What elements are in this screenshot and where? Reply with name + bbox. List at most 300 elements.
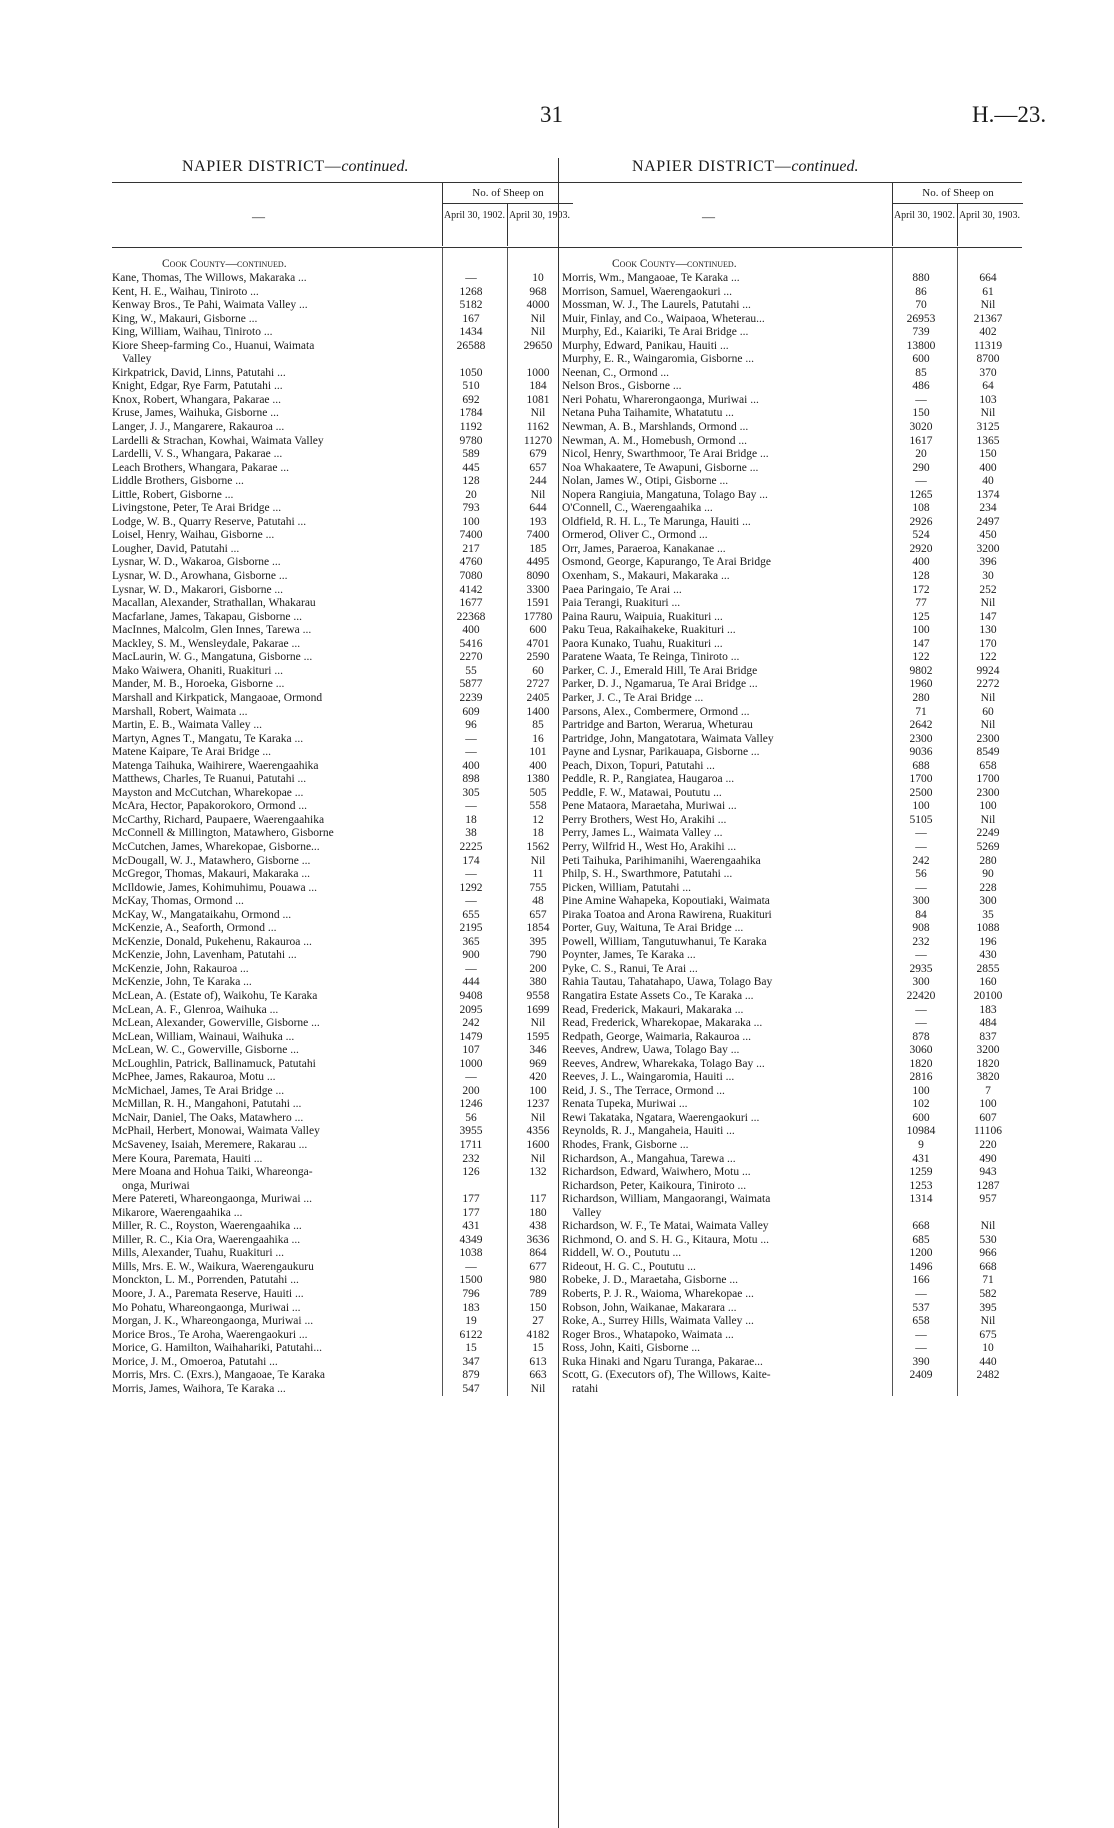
- table-row: [112, 272, 572, 286]
- table-row: [562, 272, 1022, 286]
- sheep-1903: 184: [529, 380, 547, 393]
- sheep-1902: [888, 1207, 954, 1221]
- sheep-1903: 968: [529, 285, 547, 298]
- owner-name: Morice, J. M., Omoeroa, Patutahi ...: [112, 1355, 278, 1368]
- sheep-1902: 1246: [459, 1098, 483, 1111]
- owner-name: Perry, James L., Waimata Valley ...: [562, 827, 723, 840]
- sheep-1902: 300: [912, 895, 930, 908]
- table-row: [562, 787, 1022, 801]
- owner-name: McNair, Daniel, The Oaks, Matawhero ...: [112, 1111, 304, 1124]
- owner-name: Morice, G. Hamilton, Waihahariki, Patutahi...: [112, 1342, 322, 1355]
- table-row: [562, 1085, 1022, 1099]
- sheep-1902: 107: [462, 1044, 480, 1057]
- sheep-1903: 100: [979, 1098, 997, 1111]
- sheep-1903: 11106: [974, 1125, 1002, 1138]
- owner-name: Reeves, Andrew, Uawa, Tolago Bay ...: [562, 1044, 740, 1057]
- table-row: [562, 1071, 1022, 1085]
- owner-name: Parker, D. J., Ngamarua, Te Arai Bridge ...: [562, 678, 758, 691]
- sheep-1902: 290: [912, 461, 930, 474]
- table-row: [562, 1356, 1022, 1370]
- sheep-1902: 688: [912, 759, 930, 772]
- table-row: [562, 1234, 1022, 1248]
- table-row: [562, 489, 1022, 503]
- owner-name: Mere Moana and Hohua Taiki, Whareonga-: [112, 1166, 313, 1179]
- april-1902-header: April 30, 1902.: [442, 204, 506, 246]
- sheep-1902: —: [465, 895, 477, 908]
- sheep-1903: Nil: [980, 1315, 996, 1328]
- table-row: [562, 624, 1022, 638]
- sheep-1903: 1374: [976, 488, 1000, 501]
- table-row: [112, 963, 572, 977]
- sheep-1903: 8700: [976, 353, 1000, 366]
- sheep-1903: 7: [985, 1084, 991, 1097]
- sheep-1903: 4182: [526, 1328, 550, 1341]
- owner-name: McLean, A. (Estate of), Waikohu, Te Karaka: [112, 989, 318, 1002]
- table-row: [562, 570, 1022, 584]
- owner-name: McCarthy, Richard, Paupaere, Waerengaahika: [112, 813, 325, 826]
- owner-name: Neenan, C., Ormond ...: [562, 366, 669, 379]
- sheep-1902: 166: [912, 1274, 930, 1287]
- sheep-1903: Nil: [980, 407, 996, 420]
- table-row: [112, 1166, 572, 1180]
- table-row: [112, 1302, 572, 1316]
- column-rule: [442, 248, 443, 1396]
- owner-name: McPhee, James, Rakauroa, Motu ...: [112, 1071, 276, 1084]
- owner-name: Mills, Mrs. E. W., Waikura, Waerengaukuru: [112, 1260, 314, 1273]
- sheep-1903: Nil: [980, 813, 996, 826]
- owner-name: Langer, J. J., Mangarere, Rakauroa ...: [112, 421, 285, 434]
- right-column-title: NAPIER DISTRICT—continued.: [632, 158, 859, 175]
- sheep-1902: 9408: [459, 989, 483, 1002]
- owner-name: Mo Pohatu, Whareongaonga, Muriwai ...: [112, 1301, 301, 1314]
- table-row: [112, 286, 572, 300]
- owner-name: Martin, E. B., Waimata Valley ...: [112, 719, 263, 732]
- sheep-1903: 60: [982, 705, 994, 718]
- owner-name: Martyn, Agnes T., Mangatu, Te Karaka ...: [112, 732, 304, 745]
- april-1903-header: April 30, 1903.: [957, 204, 1021, 246]
- owner-name: Newman, A. B., Marshlands, Ormond ...: [562, 421, 749, 434]
- owner-name: Mayston and McCutchan, Wharekopae ...: [112, 786, 304, 799]
- table-row: [112, 719, 572, 733]
- table-row: [112, 1261, 572, 1275]
- owner-name: Redpath, George, Waimaria, Rakauroa ...: [562, 1030, 751, 1043]
- sheep-1902: 100: [912, 624, 930, 637]
- sheep-1902: —: [915, 881, 927, 894]
- owner-name: Netana Puha Taihamite, Whatatutu ...: [562, 407, 734, 420]
- table-row: [562, 1125, 1022, 1139]
- sheep-1903: 61: [982, 285, 994, 298]
- owner-name: Morris, James, Waihora, Te Karaka ...: [112, 1382, 286, 1395]
- sheep-1902: 174: [462, 854, 480, 867]
- table-row: [112, 367, 572, 381]
- owner-name: Macallan, Alexander, Strathallan, Whakarau: [112, 597, 316, 610]
- sheep-1902: 1434: [459, 326, 483, 339]
- sheep-1902: 2935: [909, 962, 933, 975]
- sheep-1903: 3200: [976, 1044, 1000, 1057]
- sheep-1903: 837: [979, 1030, 997, 1043]
- owner-name: McConnell & Millington, Matawhero, Gisborne: [112, 827, 334, 840]
- sheep-1903: 180: [529, 1206, 547, 1219]
- sheep-1902: —: [465, 868, 477, 881]
- sheep-1902: —: [915, 1342, 927, 1355]
- sheep-1903: 657: [529, 461, 547, 474]
- owner-name: Riddell, W. O., Poututu ...: [562, 1247, 682, 1260]
- sheep-1902: 22368: [456, 610, 486, 623]
- sheep-1903: 4000: [526, 299, 550, 312]
- table-row: [112, 1071, 572, 1085]
- sheep-1902: 126: [462, 1166, 480, 1179]
- owner-name: Reeves, Andrew, Wharekaka, Tolago Bay ...: [562, 1057, 765, 1070]
- owner-name: Noa Whakaatere, Te Awapuni, Gisborne ...: [562, 461, 759, 474]
- table-row: [562, 584, 1022, 598]
- sheep-1903: Nil: [980, 597, 996, 610]
- sheep-1903: 966: [979, 1247, 997, 1260]
- owner-name: Orr, James, Paraeroa, Kanakanae ...: [562, 542, 726, 555]
- sheep-1903: 430: [979, 949, 997, 962]
- sheep-1902: 796: [462, 1288, 480, 1301]
- sheep-1902: 128: [912, 570, 930, 583]
- sheep-1903: 220: [979, 1139, 997, 1151]
- table-row: [562, 841, 1022, 855]
- sheep-1903: 10: [982, 1342, 994, 1355]
- table-row: [562, 380, 1022, 394]
- owner-name: Read, Frederick, Makauri, Makaraka ...: [562, 1003, 744, 1016]
- table-row: [112, 1207, 572, 1221]
- right-table-body: [562, 248, 1022, 1396]
- sheep-1902: 1200: [909, 1247, 933, 1260]
- sheep-1902: 177: [462, 1206, 480, 1219]
- sheep-1903: Nil: [980, 691, 996, 704]
- sheep-1902: 102: [912, 1098, 930, 1111]
- sheep-1902: 445: [462, 461, 480, 474]
- sheep-1902: 2225: [459, 840, 483, 853]
- table-row: [112, 543, 572, 557]
- left-rows: [112, 272, 572, 1396]
- owner-name: Little, Robert, Gisborne ...: [112, 488, 234, 501]
- table-row: [112, 665, 572, 679]
- sheep-1902: 7400: [459, 529, 483, 542]
- sheep-1902: 3060: [909, 1044, 933, 1057]
- sheep-1903: 20100: [973, 989, 1003, 1002]
- sheep-1902: 9802: [909, 664, 933, 677]
- sheep-1902: 880: [912, 272, 930, 284]
- sheep-1903: 2482: [976, 1369, 1000, 1382]
- sheep-1902: 547: [462, 1382, 480, 1395]
- sheep-1903: 2272: [976, 678, 1000, 691]
- sheep-1902: —: [465, 1071, 477, 1084]
- sheep-1902: 100: [912, 800, 930, 813]
- sheep-1902: 5416: [459, 637, 483, 650]
- sheep-1903: Nil: [530, 1382, 546, 1395]
- sheep-1902: 1292: [459, 881, 483, 894]
- owner-name: Morris, Mrs. C. (Exrs.), Mangaoae, Te Karaka: [112, 1369, 325, 1382]
- sheep-1903: 1365: [976, 434, 1000, 447]
- owner-name: Rideout, H. G. C., Poututu ...: [562, 1260, 696, 1273]
- owner-name: McLean, W. C., Gowerville, Gisborne ...: [112, 1044, 299, 1057]
- sheep-1902: 589: [462, 448, 480, 461]
- table-row: [112, 1234, 572, 1248]
- table-row: [562, 407, 1022, 421]
- owner-name: Osmond, George, Kapurango, Te Arai Bridge: [562, 556, 771, 569]
- owner-name: McMichael, James, Te Arai Bridge ...: [112, 1084, 285, 1097]
- owner-name: Poynter, James, Te Karaka ...: [562, 949, 696, 962]
- sheep-1902: 390: [912, 1355, 930, 1368]
- table-row: [112, 1004, 572, 1018]
- table-row: [112, 868, 572, 882]
- sheep-1903: 2590: [526, 651, 550, 664]
- sheep-1903: Nil: [530, 326, 546, 339]
- sheep-1903: 117: [529, 1193, 547, 1206]
- table-row: [562, 706, 1022, 720]
- sheep-1902: 2095: [459, 1003, 483, 1016]
- sheep-1902: [438, 1180, 504, 1194]
- county-heading: Cook County—continued.: [162, 258, 287, 270]
- table-row: [562, 760, 1022, 774]
- table-row: [562, 909, 1022, 923]
- owner-name: King, W., Makauri, Gisborne ...: [112, 312, 258, 325]
- sheep-1903: 27: [532, 1315, 544, 1328]
- sheep-1903: 100: [529, 1084, 547, 1097]
- owner-name: Lardelli & Strachan, Kowhai, Waimata Valley: [112, 434, 324, 447]
- sheep-1903: 790: [529, 949, 547, 962]
- sheep-1903: Nil: [980, 1220, 996, 1233]
- owner-name: Kiore Sheep-farming Co., Huanui, Waimata: [112, 339, 315, 352]
- sheep-1902: 122: [912, 651, 930, 664]
- sheep-1903: 1699: [526, 1003, 550, 1016]
- table-row: [112, 584, 572, 598]
- sheep-1902: 1265: [909, 488, 933, 501]
- left-column: [112, 158, 572, 1396]
- owner-name: Liddle Brothers, Gisborne ...: [112, 475, 244, 488]
- sheep-1902: 486: [912, 380, 930, 393]
- owner-name: Powell, William, Tangutuwhanui, Te Karaka: [562, 935, 767, 948]
- table-row: [112, 489, 572, 503]
- sheep-1903: 380: [529, 976, 547, 989]
- sheep-1902: 85: [915, 366, 927, 379]
- owner-name: Lysnar, W. D., Wakaroa, Gisborne ...: [112, 556, 281, 569]
- owner-name: Neri Pohatu, Wharerongaonga, Muriwai ...: [562, 393, 759, 406]
- sheep-1902: 5182: [459, 299, 483, 312]
- owner-name: Matene Kaipare, Te Arai Bridge ...: [112, 746, 271, 759]
- owner-name: Kruse, James, Waihuka, Gisborne ...: [112, 407, 279, 420]
- sheep-1902: 6122: [459, 1328, 483, 1341]
- sheep-1902: 10984: [906, 1125, 936, 1138]
- owner-name: Reynolds, R. J., Mangaheia, Hauiti ...: [562, 1125, 735, 1138]
- table-row: [112, 556, 572, 570]
- owner-name: Roke, A., Surrey Hills, Waimata Valley ...: [562, 1315, 754, 1328]
- sheep-1903: 3820: [976, 1071, 1000, 1084]
- owner-name: Moore, J. A., Paremata Reserve, Hauiti ...: [112, 1288, 304, 1301]
- sheep-1903: 400: [979, 461, 997, 474]
- table-row: [562, 516, 1022, 530]
- sheep-1903: 943: [979, 1166, 997, 1179]
- sheep-1902: [888, 1383, 954, 1397]
- table-row: [112, 909, 572, 923]
- sheep-1902: 19: [465, 1315, 477, 1328]
- owner-name: Valley: [572, 1206, 602, 1219]
- owner-name: Miller, R. C., Royston, Waerengaahika ...: [112, 1220, 302, 1233]
- sheep-1903: 600: [529, 624, 547, 637]
- sheep-1902: 1500: [459, 1274, 483, 1287]
- table-row: [112, 922, 572, 936]
- table-row: [562, 692, 1022, 706]
- sheep-1903: 490: [979, 1152, 997, 1165]
- sheep-1902: 510: [462, 380, 480, 393]
- owner-name: McKenzie, A., Seaforth, Ormond ...: [112, 922, 277, 935]
- owner-name: Picken, William, Patutahi ...: [562, 881, 692, 894]
- sheep-1902: 13800: [906, 339, 936, 352]
- sheep-1903: 505: [529, 786, 547, 799]
- sheep-1903: 1237: [526, 1098, 550, 1111]
- sheep-1903: 103: [979, 393, 997, 406]
- sheep-1902: 1259: [909, 1166, 933, 1179]
- sheep-1902: 77: [915, 597, 927, 610]
- sheep-1903: 658: [979, 759, 997, 772]
- sheep-1902: 55: [465, 664, 477, 677]
- owner-name: Partridge, John, Mangatotara, Waimata Valley: [562, 732, 774, 745]
- sheep-1902: 200: [462, 1084, 480, 1097]
- owner-name: King, William, Waihau, Tiniroto ...: [112, 326, 273, 339]
- table-row: [562, 502, 1022, 516]
- sheep-1903: 1000: [526, 366, 550, 379]
- table-row: [562, 1329, 1022, 1343]
- table-row: [112, 1139, 572, 1153]
- table-row: [562, 665, 1022, 679]
- sheep-1902: 2300: [909, 732, 933, 745]
- sheep-1902: 172: [912, 583, 930, 596]
- sheep-1903: 396: [979, 556, 997, 569]
- sheep-1903: 11: [532, 868, 544, 881]
- sheep-1902: 100: [462, 515, 480, 528]
- table-row: [562, 1220, 1022, 1234]
- sheep-1902: —: [465, 746, 477, 759]
- sheep-1903: Nil: [530, 1017, 546, 1030]
- sheep-1902: 280: [912, 691, 930, 704]
- owner-name: Marshall, Robert, Waimata ...: [112, 705, 248, 718]
- table-row: [112, 462, 572, 476]
- sheep-1902: 898: [462, 773, 480, 786]
- owner-name: MacLaurin, W. G., Mangatuna, Gisborne ...: [112, 651, 313, 664]
- table-row: [562, 976, 1022, 990]
- table-row: [562, 367, 1022, 381]
- table-row: [562, 529, 1022, 543]
- owner-name: Kenway Bros., Te Pahi, Waimata Valley ...: [112, 299, 308, 312]
- owner-name: Pyke, C. S., Ranui, Te Arai ...: [562, 962, 698, 975]
- sheep-1902: 1038: [459, 1247, 483, 1260]
- sheep-1902: 128: [462, 475, 480, 488]
- sheep-1902: 56: [915, 868, 927, 881]
- owner-name: Roberts, P. J. R., Waioma, Wharekopae ...: [562, 1288, 754, 1301]
- sheep-1903: 64: [982, 380, 994, 393]
- column-rule: [957, 248, 958, 1396]
- table-row: [562, 597, 1022, 611]
- table-row: [112, 1098, 572, 1112]
- owner-name: Paora Kunako, Tuahu, Ruakituri ...: [562, 637, 723, 650]
- sheep-1903: 3636: [526, 1233, 550, 1246]
- owner-name: Scott, G. (Executors of), The Willows, Kaite-: [562, 1369, 771, 1382]
- sheep-1902: —: [465, 732, 477, 745]
- owner-name: MacInnes, Malcolm, Glen Innes, Tarewa ...: [112, 624, 312, 637]
- table-row: [562, 1139, 1022, 1153]
- sheep-1903: 1162: [526, 421, 550, 434]
- table-row: [112, 611, 572, 625]
- sheep-1903: 1595: [526, 1030, 550, 1043]
- owner-name: Reid, J. S., The Terrace, Ormond ...: [562, 1084, 725, 1097]
- table-row: [562, 949, 1022, 963]
- sheep-1903: 1380: [526, 773, 550, 786]
- table-row: [112, 1356, 572, 1370]
- sheep-1903: 2405: [526, 691, 550, 704]
- table-row: [112, 746, 572, 760]
- name-column-header: —: [702, 209, 715, 224]
- sheep-1903: 4356: [526, 1125, 550, 1138]
- owner-name: Perry Brothers, West Ho, Arakihi ...: [562, 813, 727, 826]
- owner-name: Paku Teua, Rakaihakeke, Ruakituri ...: [562, 624, 736, 637]
- sheep-1903: 395: [529, 935, 547, 948]
- table-row: [112, 326, 572, 340]
- table-row: [562, 638, 1022, 652]
- table-row: [112, 1017, 572, 1031]
- owner-name: Perry, Wilfrid H., West Ho, Arakihi ...: [562, 840, 737, 853]
- table-row: [112, 570, 572, 584]
- sheep-1903: 2727: [526, 678, 550, 691]
- column-rule: [892, 248, 893, 1396]
- sheep-1902: 1479: [459, 1030, 483, 1043]
- sheep-1902: —: [465, 800, 477, 813]
- sheep-1903: Nil: [530, 407, 546, 420]
- sheep-1902: 232: [462, 1152, 480, 1165]
- owner-name: McMillan, R. H., Mangahoni, Patutahi ...: [112, 1098, 302, 1111]
- owner-name: Miller, R. C., Kia Ora, Waerengaahika ...: [112, 1233, 301, 1246]
- sheep-1902: 3955: [459, 1125, 483, 1138]
- table-row: [112, 624, 572, 638]
- owner-name: Morris, Wm., Mangaoae, Te Karaka ...: [562, 272, 740, 284]
- owner-name: McLean, A. F., Glenroa, Waihuka ...: [112, 1003, 279, 1016]
- sheep-1902: 537: [912, 1301, 930, 1314]
- table-row: [112, 1274, 572, 1288]
- table-row: [112, 1112, 572, 1126]
- sheep-1903: 8090: [526, 570, 550, 583]
- owner-name: Peti Taihuka, Parihimanihi, Waerengaahika: [562, 854, 761, 867]
- table-row: [112, 421, 572, 435]
- table-row: [562, 394, 1022, 408]
- owner-name: Mako Waiwera, Ohaniti, Ruakituri ...: [112, 664, 284, 677]
- table-row: [112, 733, 572, 747]
- table-row: [112, 1153, 572, 1167]
- table-row: [112, 1044, 572, 1058]
- owner-name: Murphy, Ed., Kaiariki, Te Arai Bridge ...: [562, 326, 749, 339]
- owner-name: Peach, Dixon, Topuri, Patutahi ...: [562, 759, 715, 772]
- sheep-1903: 1600: [526, 1139, 550, 1151]
- sheep-1902: 242: [912, 854, 930, 867]
- sheep-1902: 524: [912, 529, 930, 542]
- sheep-1903: 675: [979, 1328, 997, 1341]
- sheep-1902: —: [465, 962, 477, 975]
- owner-name: Philp, S. H., Swarthmore, Patutahi ...: [562, 868, 733, 881]
- sheep-1902: —: [465, 1260, 477, 1273]
- sheep-1903: Nil: [530, 488, 546, 501]
- table-row: [112, 827, 572, 841]
- table-row: [112, 1315, 572, 1329]
- sheep-1903: 7400: [526, 529, 550, 542]
- table-row: [562, 895, 1022, 909]
- sheep-1902: 217: [462, 542, 480, 555]
- table-row: [112, 651, 572, 665]
- sheep-1903: Nil: [980, 299, 996, 312]
- owner-name: Piraka Toatoa and Arona Rawirena, Ruakituri: [562, 908, 772, 921]
- sheep-1903: 3300: [526, 583, 550, 596]
- sheep-1902: 2926: [909, 515, 933, 528]
